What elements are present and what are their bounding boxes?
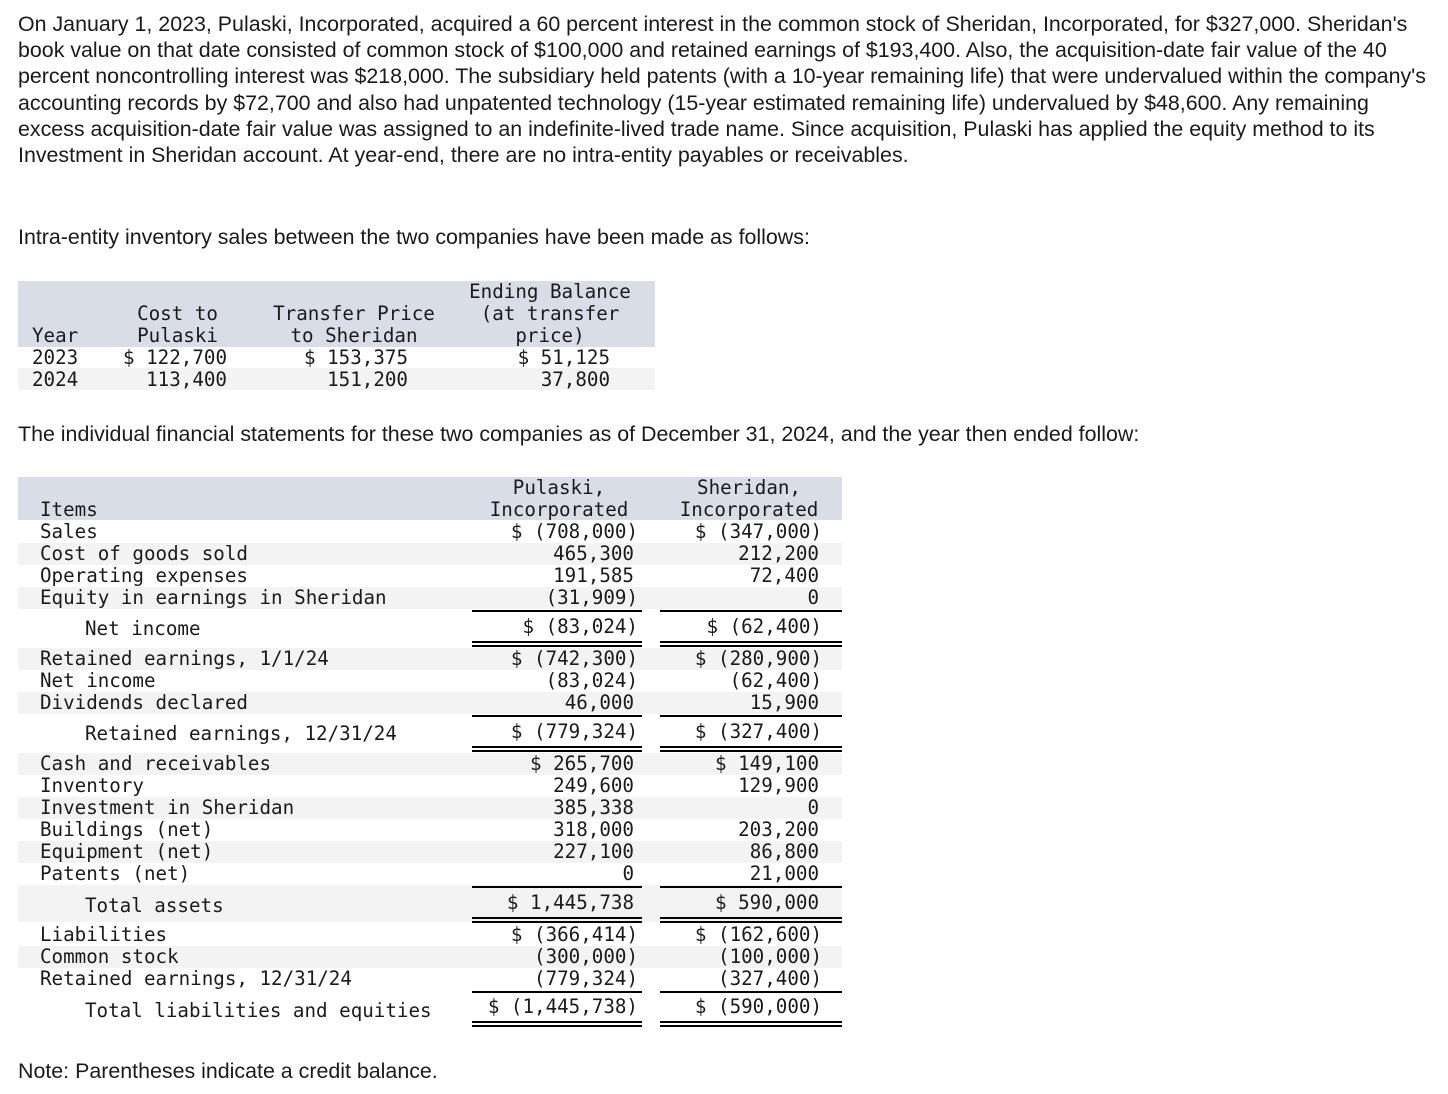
fs-header-sheridan-line1: Sheridan, — [697, 476, 801, 499]
inventory-row-2024-ending: 37,800 — [540, 368, 610, 391]
fs-row-label: Liabilities — [40, 923, 168, 946]
fs-row-sheridan-total: $ 590,000 — [715, 891, 819, 914]
inventory-header-ending-line1: Ending Balance — [469, 280, 631, 303]
fs-row-label: Cash and receivables — [40, 752, 272, 775]
fs-row-label: Patents (net) — [40, 862, 191, 885]
fs-row-label: Equity in earnings in Sheridan — [40, 586, 387, 609]
fs-row-pulaski-total: $ 1,445,738 — [506, 891, 634, 914]
fs-row-label: Investment in Sheridan — [40, 796, 295, 819]
fs-row-sheridan: 72,400 — [749, 564, 819, 587]
fs-header-sheridan-line2: Incorporated — [679, 498, 819, 521]
fs-row-pulaski: (779,324) — [534, 967, 638, 990]
inventory-header-cost-line2: Pulaski — [137, 324, 218, 347]
fs-row-sheridan-total: $ (590,000) — [694, 995, 822, 1018]
fs-row-pulaski: $ (708,000) — [510, 520, 638, 543]
fs-row-pulaski: 249,600 — [553, 774, 634, 797]
fs-row-label: Net income — [40, 669, 156, 692]
fs-row-pulaski-total: $ (779,324) — [510, 720, 638, 743]
fs-row-sheridan-total: $ (62,400) — [706, 615, 822, 638]
statements-intro: The individual financial statements for these two companies as of December 31, 2024, and the year then ended follow: — [18, 422, 1140, 446]
inventory-header-cost-line1: Cost to — [137, 302, 218, 325]
fs-row-sheridan: $ (347,000) — [694, 520, 822, 543]
fs-row-sheridan: (327,400) — [718, 967, 822, 990]
fs-row-sheridan: (100,000) — [718, 945, 822, 968]
fs-row-pulaski: (83,024) — [545, 669, 638, 692]
fs-row-sheridan: 0 — [807, 796, 819, 819]
fs-row-pulaski: 191,585 — [553, 564, 634, 587]
fs-row-label: Buildings (net) — [40, 818, 214, 841]
intro-paragraph: On January 1, 2023, Pulaski, Incorporated, acquired a 60 percent interest in the common stock of Sheridan, Incorporated, for $327,000. Sheridan's book value on that date consisted of common stock of $100,000 and retained earnings of $193,400. Also, the acquisition-date fair value of the 40 percent noncontrolling interest was $218,000. The subsidiary held patents (with a 10-year remaining life) that were undervalued within the company's accounting records by $72,700 and also had unpatented technology (15-year estimated remaining life) undervalued by $48,600. Any remaining excess acquisition-date fair value was assigned to an indefinite-lived trade name. Since acquisition, Pulaski has applied the equity method to its Investment in Sheridan account. At year-end, there are no intra-entity payables or receivables. — [18, 12, 1426, 168]
fs-row-label: Retained earnings, 12/31/24 — [40, 967, 352, 990]
fs-row-pulaski: $ (366,414) — [510, 923, 638, 946]
fs-header-pulaski-line2: Incorporated — [489, 498, 629, 521]
fs-row-pulaski-total: $ (83,024) — [522, 615, 638, 638]
fs-row-pulaski: 46,000 — [564, 691, 634, 714]
fs-row-sheridan: 203,200 — [738, 818, 819, 841]
inventory-header-transfer-line1: Transfer Price — [273, 302, 435, 325]
fs-row-sheridan: 129,900 — [738, 774, 819, 797]
inventory-row-2024-year: 2024 — [32, 368, 79, 391]
fs-row-label-total: Retained earnings, 12/31/24 — [85, 722, 397, 745]
fs-row-label-total: Total assets — [85, 894, 224, 917]
fs-row-pulaski: 0 — [622, 862, 634, 885]
fs-row-label-total: Net income — [85, 617, 201, 640]
inventory-header-ending-line3: price) — [515, 324, 585, 347]
fs-row-label: Common stock — [40, 945, 179, 968]
fs-row-label: Dividends declared — [40, 691, 248, 714]
inventory-row-2024-transfer: 151,200 — [327, 368, 408, 391]
intra-entity-intro: Intra-entity inventory sales between the two companies have been made as follows: — [18, 225, 810, 249]
fs-row-sheridan: (62,400) — [729, 669, 822, 692]
inventory-row-2023-ending: $ 51,125 — [517, 346, 610, 369]
fs-row-pulaski: 385,338 — [553, 796, 634, 819]
fs-row-pulaski: (300,000) — [534, 945, 638, 968]
fs-row-label: Sales — [40, 520, 98, 543]
fs-row-sheridan: 86,800 — [749, 840, 819, 863]
inventory-header-year: Year — [32, 324, 79, 347]
credit-balance-note: Note: Parentheses indicate a credit balance. — [18, 1059, 438, 1083]
fs-header-pulaski-line1: Pulaski, — [512, 476, 606, 499]
fs-row-label-total: Total liabilities and equities — [85, 999, 432, 1022]
inventory-header-ending-line2: (at transfer — [480, 302, 620, 325]
fs-row-pulaski: 227,100 — [553, 840, 634, 863]
fs-row-sheridan: 15,900 — [749, 691, 819, 714]
fs-row-sheridan-total: $ (327,400) — [694, 720, 822, 743]
inventory-row-2023-transfer: $ 153,375 — [304, 346, 408, 369]
fs-row-pulaski: $ 265,700 — [530, 752, 634, 775]
inventory-row-2024-cost: 113,400 — [146, 368, 227, 391]
fs-row-sheridan: $ (280,900) — [694, 647, 822, 670]
fs-row-label: Retained earnings, 1/1/24 — [40, 647, 329, 670]
fs-row-sheridan: 212,200 — [738, 542, 819, 565]
fs-row-pulaski: $ (742,300) — [510, 647, 638, 670]
fs-row-pulaski-total: $ (1,445,738) — [487, 995, 638, 1018]
fs-header-items: Items — [40, 498, 98, 521]
fs-row-sheridan: 21,000 — [749, 862, 819, 885]
fs-row-label: Equipment (net) — [40, 840, 214, 863]
fs-row-sheridan: 0 — [807, 586, 819, 609]
fs-row-pulaski: (31,909) — [545, 586, 638, 609]
inventory-row-2023-year: 2023 — [32, 346, 79, 369]
fs-row-sheridan: $ 149,100 — [715, 752, 819, 775]
fs-row-pulaski: 318,000 — [553, 818, 634, 841]
fs-row-sheridan: $ (162,600) — [694, 923, 822, 946]
inventory-row-2023-cost: $ 122,700 — [123, 346, 227, 369]
fs-row-label: Cost of goods sold — [40, 542, 248, 565]
fs-row-pulaski: 465,300 — [553, 542, 634, 565]
inventory-header-transfer-line2: to Sheridan — [290, 324, 418, 347]
fs-row-label: Inventory — [40, 774, 144, 797]
fs-row-label: Operating expenses — [40, 564, 248, 587]
